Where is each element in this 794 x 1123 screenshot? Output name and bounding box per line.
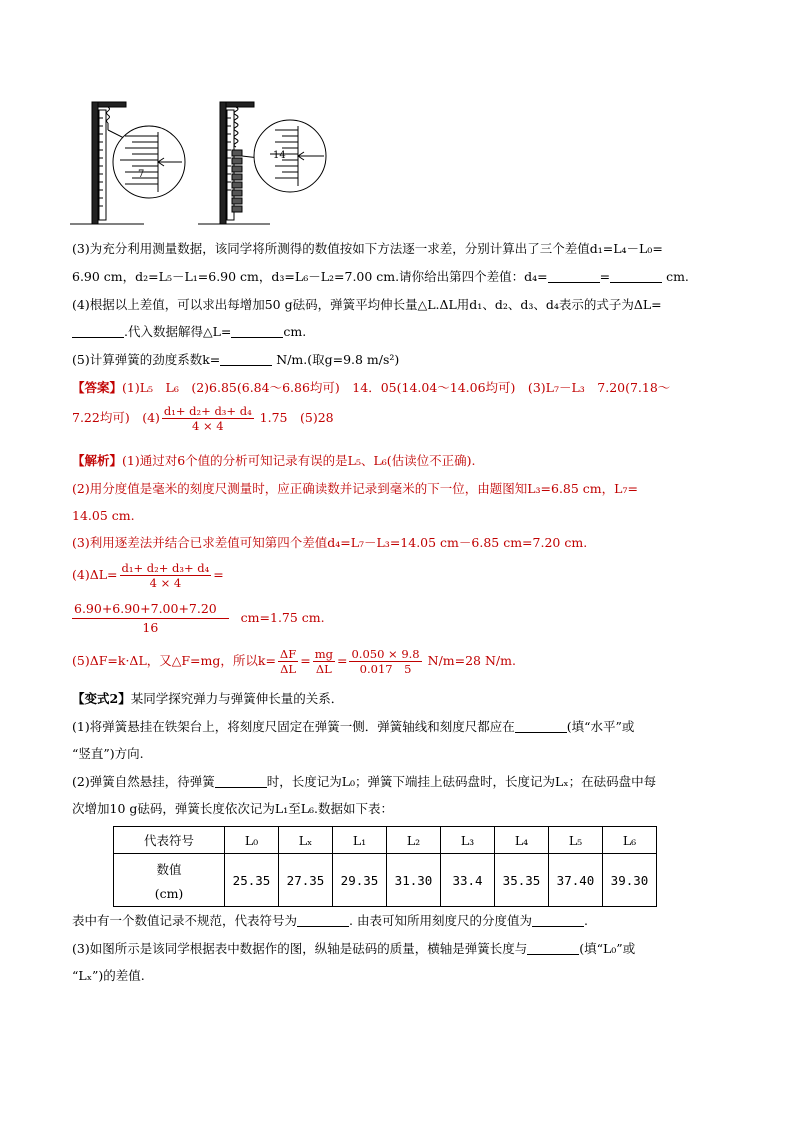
data-table [113, 826, 657, 907]
variant-q1-line-2: “竖直”)方向. [72, 746, 144, 761]
table-cell: L₂ [387, 827, 441, 854]
right-stand [198, 102, 326, 224]
analysis-line-2: (2)用分度值是毫米的刻度尺测量时，应正确读数并记录到毫米的下一位，由题图知L₃=6.85 cm，L₇= [72, 481, 638, 496]
analysis-line-1: 【解析】(1)通过对6个值的分析可知记录有误的是L₅、L₆(估读位不正确). [72, 453, 476, 468]
variant-q2-line-2: 次增加10 g砝码，弹簧长度依次记为L₁至L₆.数据如下表： [72, 801, 393, 816]
analysis-line-6: $\frac{6.90+6.90+7.00+7.20}{16}$ cm=1.75 cm. [74, 601, 325, 635]
q4-blank-1[interactable] [72, 325, 124, 338]
q4-line-1: (4)根据以上差值，可以求出每增加50 g砝码，弹簧平均伸长量△L.ΔL用d₁、d₂、d₃、d₄表示的式子为ΔL= [72, 297, 662, 312]
table-cell: 27.35 [279, 854, 333, 907]
left-reading: 7 [138, 169, 145, 180]
table-row [114, 854, 657, 907]
answer-fraction: $\frac{\text{d₁+ d₂+ d₃+ d₄}}{4 \times 4}$ [163, 404, 252, 433]
variant-q3-blank[interactable] [527, 942, 579, 955]
q3-blank-2[interactable] [610, 270, 662, 283]
left-stand [70, 102, 185, 224]
analysis-line-7: (5)ΔF=k·ΔL，又△F=mg，所以k= $\frac{\Delta F}{\Delta L}$ = $\frac{mg}{\Delta L}$ = $\frac{0.050 \times 9.8}{0.017 5}$ N/m=28 N/m. [72, 647, 516, 676]
variant-q1-blank[interactable] [515, 720, 567, 733]
variant-symbol-blank[interactable] [297, 914, 349, 927]
table-cell: 37.40 [549, 854, 603, 907]
table-cell: L₄ [495, 827, 549, 854]
apparatus-figure [70, 96, 340, 231]
table-cell: 39.30 [603, 854, 657, 907]
analysis-fraction-2: $\frac{6.90+6.90+7.00+7.20}{16}$ [72, 600, 229, 637]
variant-division-blank[interactable] [532, 914, 584, 927]
q3-line-1: (3)为充分利用测量数据，该同学将所测得的数值按如下方法逐一求差，分别计算出了三个差值d₁=L₄－L₀= [72, 241, 663, 256]
table-cell: L₆ [603, 827, 657, 854]
table-cell: L₁ [333, 827, 387, 854]
variant-q3-line-1: (3)如图所示是该同学根据表中数据作的图，纵轴是砝码的质量，横轴是弹簧长度与 (填“L₀”或 [72, 941, 636, 956]
table-row [114, 827, 657, 854]
analysis-fraction-4: $\frac{mg}{\Delta L}$ [314, 647, 333, 676]
q5-line: (5)计算弹簧的劲度系数k= N/m.(取g=9.8 m/s²) [72, 352, 400, 367]
table-cell: L₃ [441, 827, 495, 854]
answer-line-2: 7.22均可) (4) $\frac{\text{d₁+ d₂+ d₃+ d₄}}{4 \times 4}$ 1.75 (5)28 [72, 404, 334, 433]
answer-line-1: 【答案】(1)L₅ L₆ (2)6.85(6.84～6.86均可) 14．05(14.04～14.06均可) (3)L₇－L₃ 7.20(7.18～ [72, 380, 671, 395]
q5-blank[interactable] [220, 353, 272, 366]
table-cell: 25.35 [225, 854, 279, 907]
right-reading: 14 [273, 150, 286, 161]
analysis-tag: 【解析】 [72, 453, 123, 468]
q3-line-2: 6.90 cm，d₂=L₅－L₁=6.90 cm，d₃=L₆－L₂=7.00 cm.请你给出第四个差值：d₄= = cm. [72, 269, 689, 284]
table-cell: 31.30 [387, 854, 441, 907]
variant-after-table: 表中有一个数值记录不规范，代表符号为 . 由表可知所用刻度尺的分度值为 . [72, 913, 588, 928]
table-header-label: 代表符号 [114, 827, 225, 854]
analysis-line-3: 14.05 cm. [72, 508, 135, 523]
variant-q1-line-1: (1)将弹簧悬挂在铁架台上，将刻度尺固定在弹簧一侧．弹簧轴线和刻度尺都应在 (填“水平”或 [72, 719, 635, 734]
variant-q2-blank[interactable] [215, 775, 267, 788]
variant-q3-line-2: “Lₓ”)的差值. [72, 968, 145, 983]
table-value-label: 数值 (cm) [114, 854, 225, 907]
table-cell: L₀ [225, 827, 279, 854]
table-cell: Lₓ [279, 827, 333, 854]
table-cell: 33.4 [441, 854, 495, 907]
table-cell: L₅ [549, 827, 603, 854]
analysis-line-5: (4)ΔL= $\frac{\text{d₁+ d₂+ d₃+ d₄}}{4 \times 4}$ = [72, 561, 224, 590]
answer-tag: 【答案】 [72, 380, 123, 395]
q4-blank-2[interactable] [231, 325, 283, 338]
variant-q2-line-1: (2)弹簧自然悬挂，待弹簧 时，长度记为L₀；弹簧下端挂上砝码盘时，长度记为Lₓ；在砝码盘中每 [72, 774, 657, 789]
table-cell: 29.35 [333, 854, 387, 907]
q3-blank-1[interactable] [548, 270, 600, 283]
analysis-fraction-5: $\frac{0.050 \times 9.8}{0.017 5}$ [351, 647, 420, 676]
q4-line-2: .代入数据解得△L= cm. [72, 323, 306, 341]
variant-title: 【变式2】某同学探究弹力与弹簧伸长量的关系． [72, 691, 344, 706]
analysis-fraction-3: $\frac{\Delta F}{\Delta L}$ [279, 647, 297, 676]
analysis-line-4: (3)利用逐差法并结合已求差值可知第四个差值d₄=L₇－L₃=14.05 cm－6.85 cm=7.20 cm. [72, 535, 588, 550]
analysis-fraction-1: $\frac{\text{d₁+ d₂+ d₃+ d₄}}{4 \times 4}$ [121, 561, 210, 590]
variant-tag: 【变式2】 [72, 691, 131, 706]
table-cell: 35.35 [495, 854, 549, 907]
